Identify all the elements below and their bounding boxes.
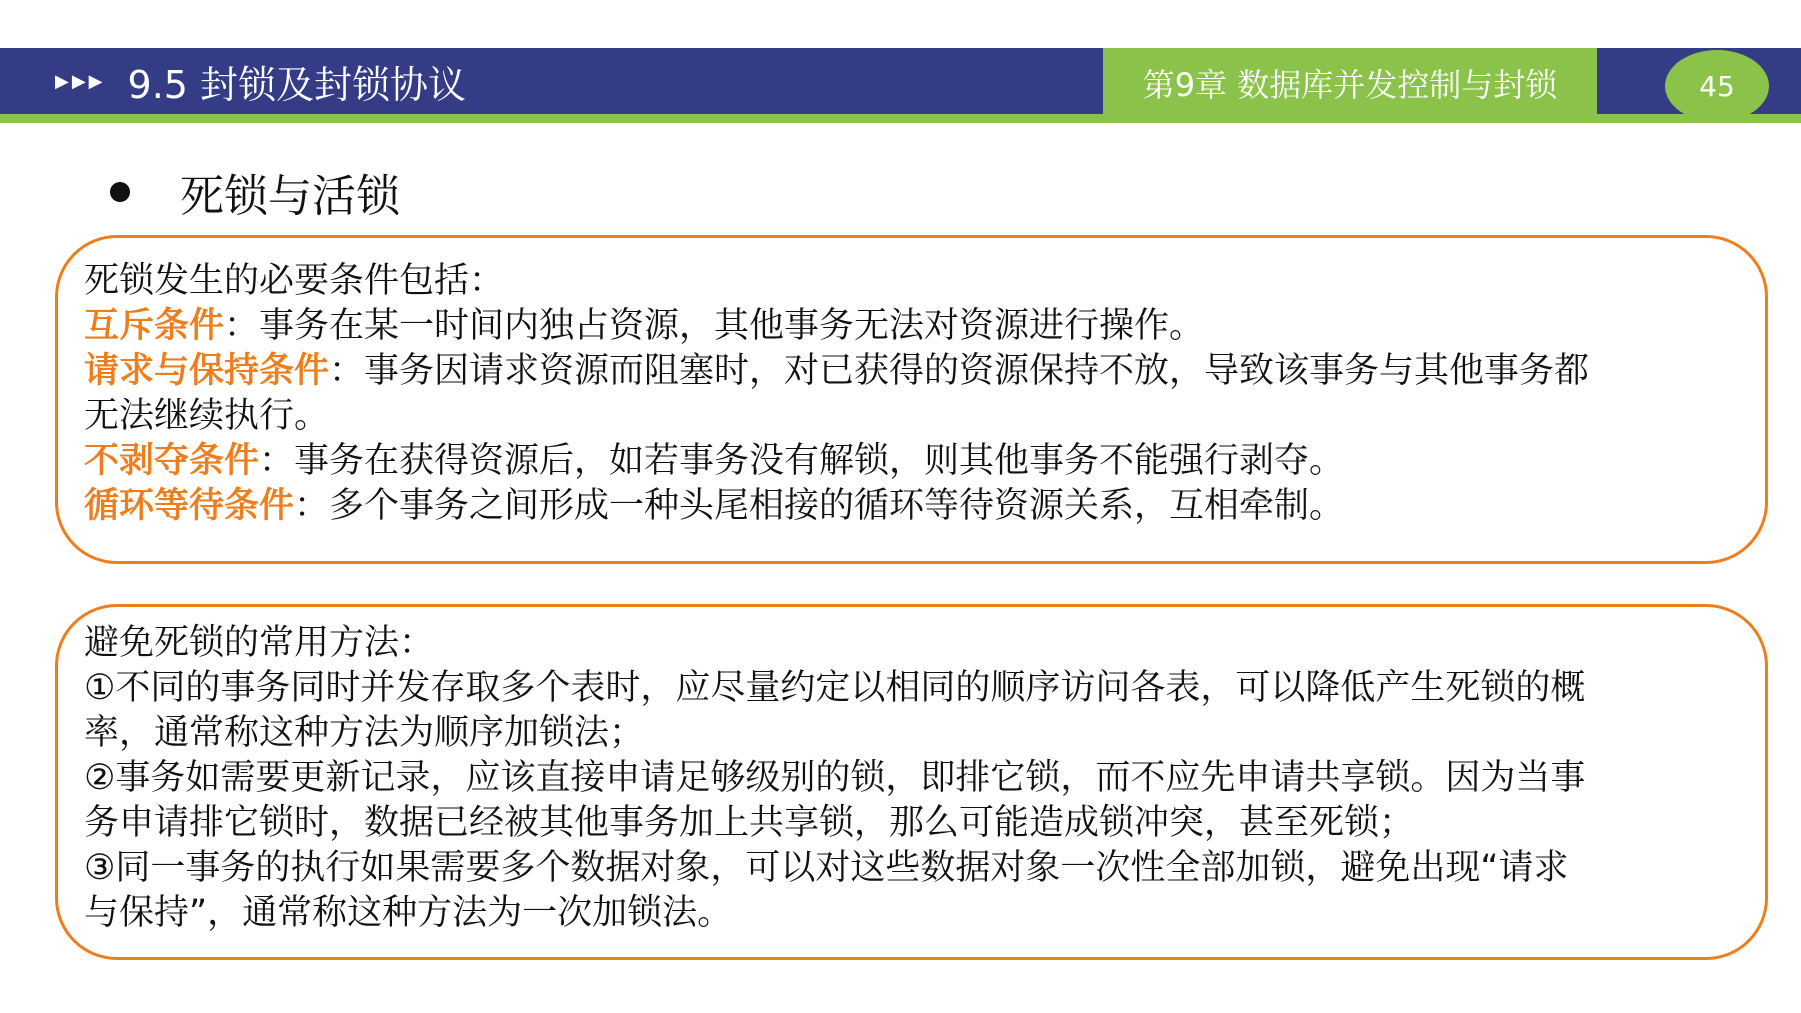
method-line: 务申请排它锁时，数据已经被其他事务加上共享锁，那么可能造成锁冲突，甚至死锁；: [84, 803, 1415, 843]
condition-term: 请求与保持条件: [84, 351, 330, 391]
bullet-dot-icon: [110, 182, 130, 202]
section-title: [55, 52, 466, 110]
bullet-heading: [110, 162, 400, 222]
condition-text: ：多个事务之间形成一种头尾相接的循环等待资源关系，互相牵制。: [294, 486, 1345, 526]
page-number-badge: [1665, 50, 1769, 122]
condition-term: 循环等待条件: [84, 486, 295, 526]
condition-item: [84, 349, 1725, 394]
condition-text-continued: 无法继续执行。: [84, 396, 330, 436]
page-number: 45: [1699, 69, 1735, 103]
methods-intro: 避免死锁的常用方法：: [84, 623, 435, 663]
condition-item: [84, 439, 1725, 484]
condition-term: 不剥夺条件: [84, 441, 260, 481]
condition-item: [84, 484, 1725, 529]
method-line: ②事务如需要更新记录，应该直接申请足够级别的锁，即排它锁，而不应先申请共享锁。因为当事: [84, 758, 1586, 798]
condition-text: ：事务在某一时间内独占资源，其他事务无法对资源进行操作。: [224, 306, 1205, 346]
chapter-title: [1103, 48, 1597, 123]
avoid-deadlock-box: [55, 604, 1768, 960]
condition-text: ：事务在获得资源后，如若事务没有解锁，则其他事务不能强行剥夺。: [259, 441, 1345, 481]
condition-text: ：事务因请求资源而阻塞时，对已获得的资源保持不放，导致该事务与其他事务都: [329, 351, 1590, 391]
condition-term: 互斥条件: [84, 306, 225, 346]
method-line: ③同一事务的执行如果需要多个数据对象，可以对这些数据对象一次性全部加锁，避免出现“请求: [84, 848, 1569, 888]
condition-item: [84, 304, 1725, 349]
method-line: ①不同的事务同时并发存取多个表时，应尽量约定以相同的顺序访问各表，可以降低产生死锁的概: [84, 668, 1586, 708]
method-line: 率，通常称这种方法为顺序加锁法；: [84, 713, 645, 753]
method-line: 与保持”，通常称这种方法为一次加锁法。: [84, 893, 733, 933]
bullet-heading-text: 死锁与活锁: [180, 171, 400, 222]
triangle-arrows-icon: ▶▶▶: [55, 70, 106, 92]
section-title-text: 9.5 封锁及封锁协议: [127, 62, 467, 107]
conditions-intro: 死锁发生的必要条件包括：: [84, 261, 505, 301]
deadlock-conditions-box: [55, 235, 1768, 564]
chapter-title-text: 第9章 数据库并发控制与封锁: [1142, 65, 1558, 104]
